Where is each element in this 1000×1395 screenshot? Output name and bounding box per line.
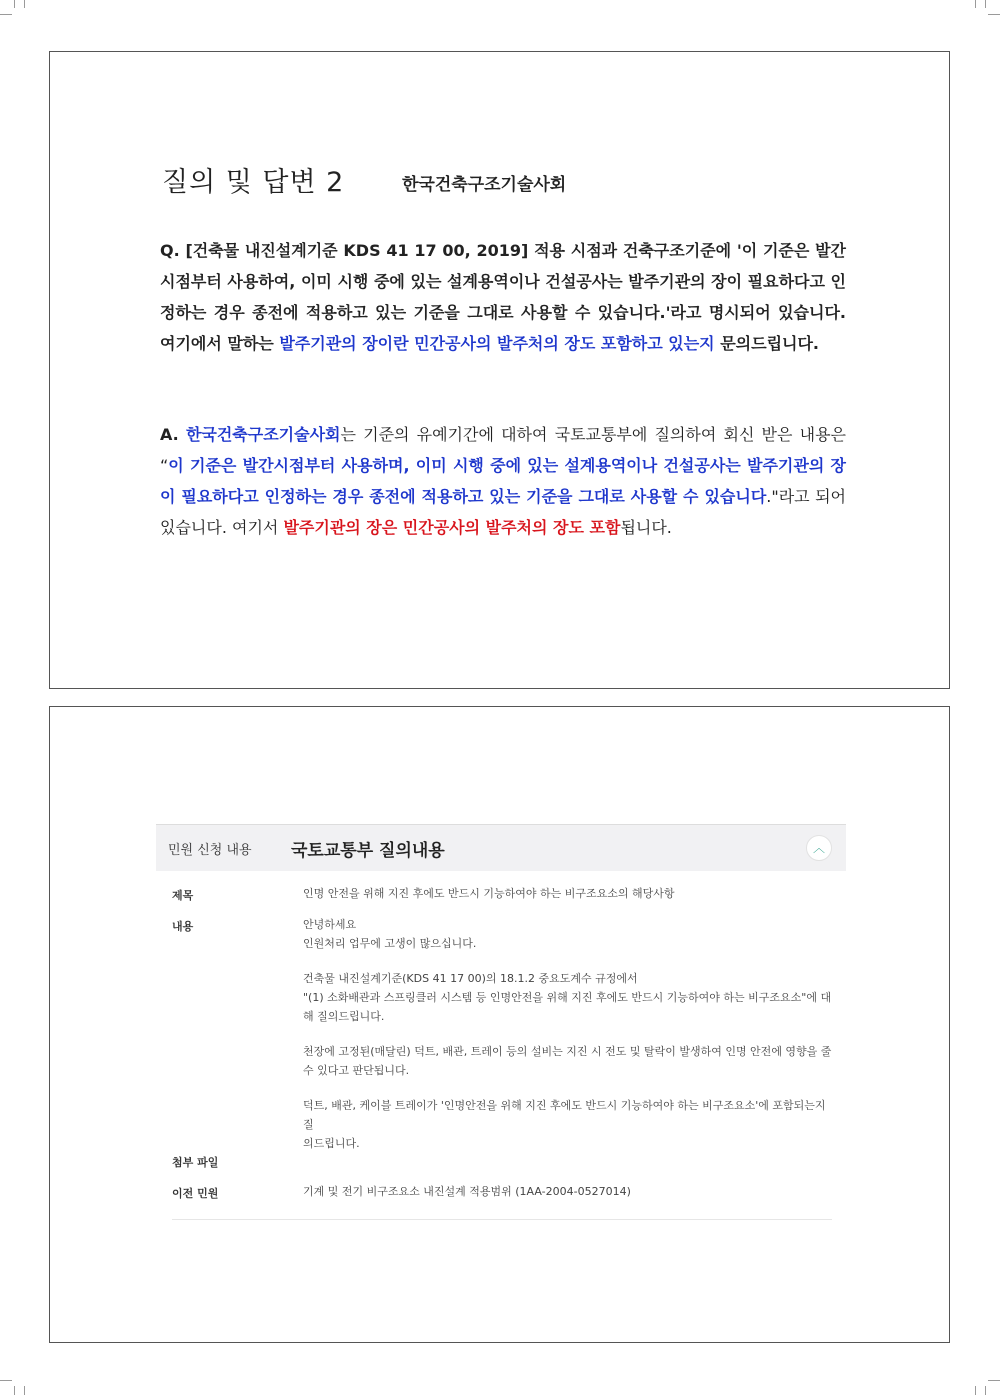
content-label: 내용: [172, 920, 194, 933]
panel-divider: [172, 1219, 832, 1220]
answer-paragraph: [160, 419, 846, 543]
qa-title: 질의 및 답변 2: [162, 167, 345, 198]
content-line: "(1) 소화배관과 스프링클러 시스템 등 인명안전을 위해 지진 후에도 반드시 기능하여야 하는 비구조요소"에 대: [303, 991, 832, 1004]
answer-text-mid: ."라고 되어 있습니다. 여기서: [160, 487, 847, 537]
answer-red-highlight: 발주기관의 장은 민간공사의 발주처의 장도 포함: [283, 518, 621, 537]
content-line: 인원처리 업무에 고생이 많으십니다.: [303, 937, 477, 950]
content-line: 건축물 내진설계기준(KDS 41 17 00)의 18.1.2 중요도계수 규정에서: [303, 972, 638, 985]
qa-header: [162, 160, 567, 199]
subject-value: 인명 안전을 위해 지진 후에도 반드시 기능하여야 하는 비구조요소의 해당사항: [303, 887, 675, 900]
subject-label: 제목: [172, 889, 194, 902]
content-line: 해 질의드립니다.: [303, 1010, 385, 1023]
crop-mark: [975, 1386, 976, 1395]
complaint-panel-header: [156, 824, 846, 871]
crop-mark: [0, 1380, 12, 1381]
answer-quote: 이 기준은 발간시점부터 사용하며, 이미 시행 중에 있는 설계용역이나 건설공사는 발주기관의 장이 필요하다고 인정하는 경우 종전에 적용하고 있는 기준을 그대로 사용할 수 있습니다: [160, 456, 846, 506]
qa-box: [49, 51, 950, 689]
prev-complaint-link[interactable]: 기계 및 전기 비구조요소 내진설계 적용범위 (1AA-2004-0527014): [303, 1185, 631, 1198]
complaint-header-label: 민원 신청 내용: [168, 843, 252, 858]
complaint-panel: [156, 824, 846, 1200]
crop-mark: [985, 0, 986, 8]
answer-text: 는 기준의 유예기간에 대하여 국토교통부에 질의하여 회신 받은 내용은 “: [160, 425, 846, 475]
complaint-header-title: 국토교통부 질의내용: [291, 841, 445, 861]
content-line: 수 있다고 판단됩니다.: [303, 1064, 410, 1077]
question-highlight: 발주기관의 장이란 민간공사의 발주처의 장도 포함하고 있는지: [279, 334, 715, 353]
crop-mark: [988, 1380, 1000, 1381]
answer-prefix: A.: [160, 425, 179, 444]
complaint-box: [49, 706, 950, 1343]
content-line: 천장에 고정된(매달린) 덕트, 배관, 트레이 등의 설비는 지진 시 전도 및 탈락이 발생하여 인명 안전에 영향을 줄: [303, 1045, 832, 1058]
prev-complaint-label: 이전 민원: [172, 1187, 219, 1200]
qa-org: 한국건축구조기술사회: [402, 175, 567, 195]
question-prefix: Q.: [160, 241, 180, 260]
question-text-end: 문의드립니다.: [714, 334, 820, 353]
answer-text-end: 됩니다.: [620, 518, 672, 537]
crop-mark: [988, 14, 1000, 15]
attachment-label: 첨부 파일: [172, 1156, 219, 1169]
crop-mark: [975, 0, 976, 8]
content-value: [303, 915, 833, 1153]
content-line: 의드립니다.: [303, 1137, 360, 1150]
content-line: 안녕하세요: [303, 918, 357, 931]
crop-mark: [14, 0, 15, 8]
answer-org-highlight: 한국건축구조기술사회: [185, 425, 341, 444]
content-line: 덕트, 배관, 케이블 트레이가 '인명안전을 위해 지진 후에도 반드시 기능하여야 하는 비구조요소'에 포함되는지 질: [303, 1099, 826, 1131]
question-text: [건축물 내진설계기준 KDS 41 17 00, 2019] 적용 시점과 건축구조기준에 '이 기준은 발간 시점부터 사용하여, 이미 시행 중에 있는 설계용역이나 건설공사는 발주기관의 장이 필요하다고 인정하는 경우 종전에 적용하고 있는 기준을 그대로 사용할 수 있습니다.'라고 명시되어 있습니다. 여기에서 말하는: [160, 241, 846, 353]
crop-mark: [14, 1386, 15, 1395]
crop-mark: [24, 0, 25, 8]
crop-mark: [24, 1386, 25, 1395]
collapse-button[interactable]: [806, 835, 832, 861]
crop-mark: [985, 1386, 986, 1395]
question-paragraph: [160, 235, 846, 359]
crop-mark: [0, 14, 12, 15]
chevron-up-icon: ︿: [812, 841, 825, 855]
